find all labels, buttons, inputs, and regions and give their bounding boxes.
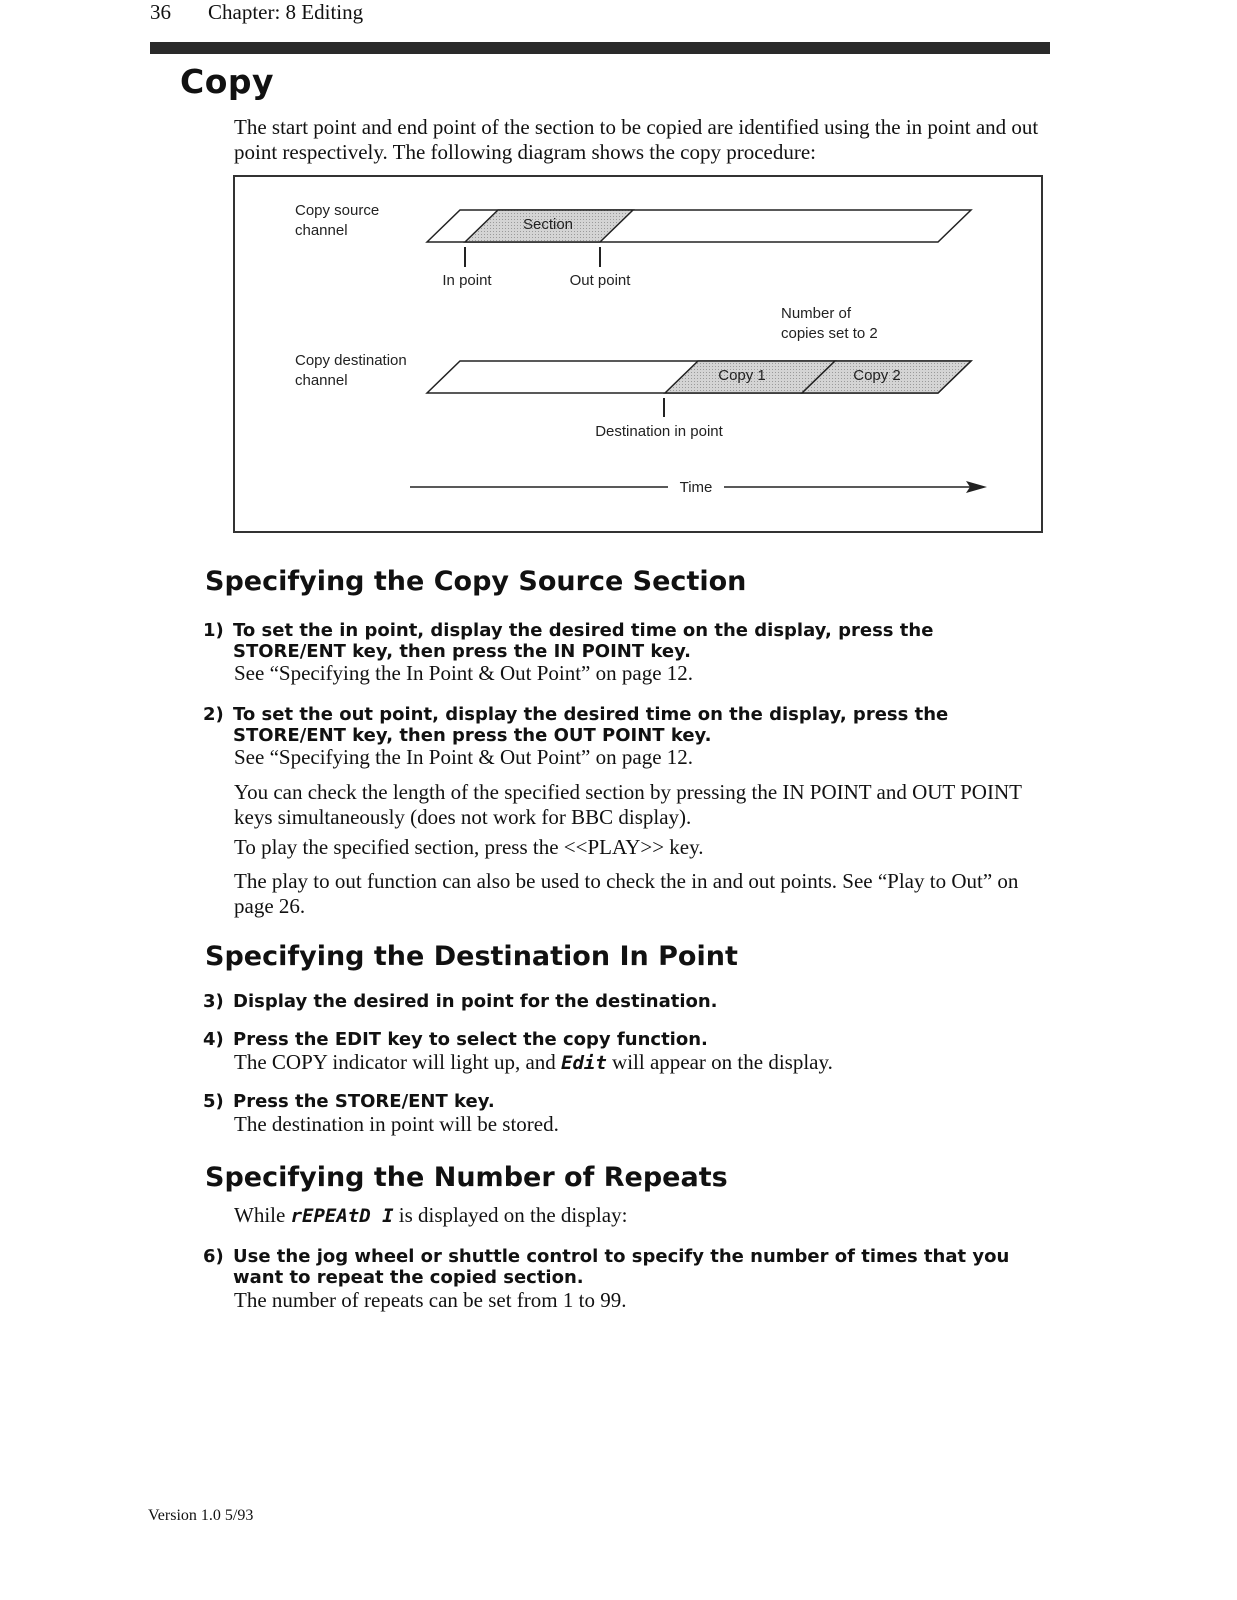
step-1-note: See “Specifying the In Point & Out Point” on page 12. xyxy=(234,661,694,685)
step-5-text: Press the STORE/ENT key. xyxy=(233,1091,495,1112)
copy-diagram xyxy=(233,175,1043,533)
out-point-label: Out point xyxy=(569,272,631,289)
step-2-text: To set the out point, display the desired time on the display, press the STORE/ENT key, then press the OUT POINT key. xyxy=(233,704,949,746)
heading-destination: Specifying the Destination In Point xyxy=(205,941,738,972)
heading-repeats: Specifying the Number of Repeats xyxy=(205,1162,728,1193)
page-header xyxy=(150,0,363,25)
time-label: Time xyxy=(679,479,713,496)
lcd-repeat-display: rEPEAtD I xyxy=(290,1205,394,1227)
play-to-out-paragraph: The play to out function can also be used to check the in and out points. See “Play to Out” on page 26. xyxy=(234,869,1019,918)
copies-label-2: copies set to 2 xyxy=(781,325,878,342)
diagram-svg xyxy=(235,177,1041,531)
step-4-note-a: The COPY indicator will light up, and xyxy=(234,1050,556,1074)
step-1 xyxy=(203,620,1048,662)
step-1-text: To set the in point, display the desired time on the display, press the STORE/ENT key, then press the IN POINT key. xyxy=(233,620,934,662)
step-1-number: 1) xyxy=(203,620,224,641)
step-4-note xyxy=(234,1050,833,1076)
step-3 xyxy=(203,991,1048,1012)
step-6-text: Use the jog wheel or shuttle control to specify the number of times that you want to repeat the copied section. xyxy=(233,1246,1010,1288)
step-6 xyxy=(203,1246,1048,1288)
step-4 xyxy=(203,1029,1048,1050)
page-title: Copy xyxy=(180,62,275,101)
page-number: 36 xyxy=(150,0,171,24)
section-label: Section xyxy=(522,216,574,233)
step-5-note: The destination in point will be stored. xyxy=(234,1112,559,1136)
copies-label-1: Number of xyxy=(781,305,852,322)
lcd-edit-display: Edit xyxy=(561,1052,607,1074)
step-4-number: 4) xyxy=(203,1029,224,1050)
footer-version: Version 1.0 5/93 xyxy=(148,1507,254,1524)
while-b: is displayed on the display: xyxy=(398,1203,628,1227)
in-point-label: In point xyxy=(442,272,492,289)
step-6-number: 6) xyxy=(203,1246,224,1267)
dest-in-point-label: Destination in point xyxy=(595,423,723,440)
while-display-note xyxy=(234,1203,627,1229)
step-4-note-b: will appear on the display. xyxy=(612,1050,833,1074)
while-a: While xyxy=(234,1203,286,1227)
check-length-paragraph: You can check the length of the specified section by pressing the IN POINT and OUT POINT keys simultaneously (does not work for BBC display). xyxy=(234,780,1022,829)
step-3-text: Display the desired in point for the destination. xyxy=(233,991,718,1012)
copy1-label: Copy 1 xyxy=(718,367,766,384)
chapter-title: Chapter: 8 Editing xyxy=(208,0,364,24)
copy2-label: Copy 2 xyxy=(853,367,901,384)
dest-label-1: Copy destination xyxy=(295,352,407,369)
step-3-number: 3) xyxy=(203,991,224,1012)
step-5-number: 5) xyxy=(203,1091,224,1112)
dest-label-2: channel xyxy=(295,372,348,389)
source-label-2: channel xyxy=(295,222,348,239)
step-6-note: The number of repeats can be set from 1 to 99. xyxy=(234,1288,627,1312)
source-label-1: Copy source xyxy=(295,202,380,219)
step-2 xyxy=(203,704,1048,746)
step-5 xyxy=(203,1091,1048,1112)
header-rule xyxy=(150,42,1050,54)
step-2-number: 2) xyxy=(203,704,224,725)
heading-copy-source: Specifying the Copy Source Section xyxy=(205,566,747,597)
step-2-note: See “Specifying the In Point & Out Point” on page 12. xyxy=(234,745,694,769)
play-section-paragraph: To play the specified section, press the <<PLAY>> key. xyxy=(234,835,704,859)
intro-paragraph: The start point and end point of the section to be copied are identified using the in point and out point respectively. The following diagram shows the copy procedure: xyxy=(234,115,1039,164)
step-4-text: Press the EDIT key to select the copy function. xyxy=(233,1029,708,1050)
